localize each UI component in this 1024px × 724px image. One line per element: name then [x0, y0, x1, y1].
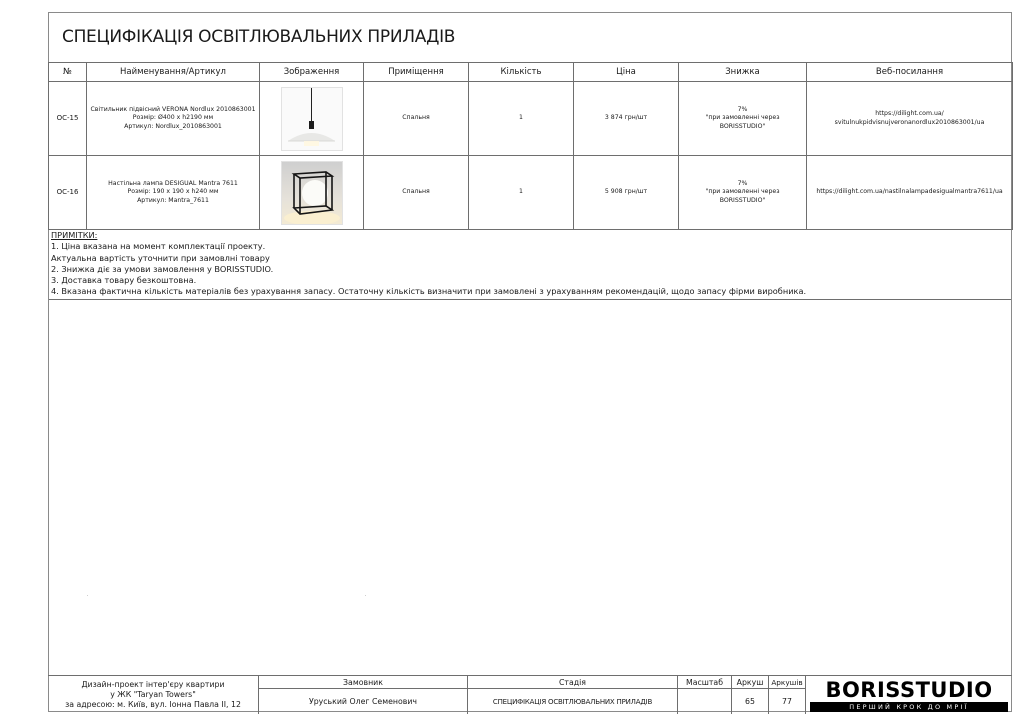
note-line: Актуальна вартість уточнити при замовлні товару	[51, 252, 270, 263]
row-link[interactable]	[807, 156, 1013, 230]
col-header-num: №	[49, 63, 87, 82]
row-qty: 1	[469, 156, 574, 230]
row-link[interactable]	[807, 82, 1013, 156]
table-row	[49, 156, 1013, 230]
project-line: Дизайн-проект інтер'єру квартири	[81, 680, 225, 689]
col-header-image: Зображення	[260, 63, 364, 82]
web-link[interactable]: https://dilight.com.ua/	[875, 110, 944, 117]
sheets-label: Аркушів	[769, 676, 806, 689]
item-article: Артикул: Mantra_7611	[137, 196, 209, 204]
sheet-label: Аркуш	[732, 676, 769, 689]
discount-note: "при замовленні через	[705, 188, 780, 196]
row-room: Спальня	[364, 156, 469, 230]
item-name: Світильник підвісний VERONA Nordlux 2010863001	[90, 105, 256, 113]
studio-logo	[806, 676, 1012, 714]
row-image	[260, 82, 364, 156]
item-size: Розмір: 190 x 190 x h240 мм	[127, 188, 219, 196]
project-description	[48, 676, 259, 714]
logo-slogan: ПЕРШИЙ КРОК ДО МРІЇ	[810, 702, 1008, 712]
sheets-value: 77	[769, 689, 806, 714]
col-header-name: Найменування/Артикул	[87, 63, 260, 82]
pendant-lamp-image	[281, 87, 343, 151]
discount-percent: 7%	[737, 179, 748, 187]
discount-note: BORISSTUDIO"	[719, 122, 766, 130]
col-header-price: Ціна	[574, 63, 679, 82]
col-header-room: Приміщення	[364, 63, 469, 82]
note-line: 3. Доставка товару безкоштовна.	[51, 275, 197, 286]
notes-header: ПРИМІТКИ:	[51, 230, 98, 240]
document-sheet	[48, 12, 1012, 712]
sheet-value: 65	[732, 689, 769, 714]
note-line: 1. Ціна вказана на момент комплектації проекту.	[51, 241, 266, 252]
row-discount	[679, 156, 807, 230]
col-header-qty: Кількість	[469, 63, 574, 82]
table-header-row	[49, 63, 1013, 82]
item-size: Розмір: Ø400 x h2190 мм	[132, 114, 214, 122]
discount-note: "при замовленні через	[705, 114, 780, 122]
stage-value: СПЕЦИФІКАЦІЯ ОСВІТЛЮВАЛЬНИХ ПРИЛАДІВ	[468, 689, 678, 714]
note-line: 2. Знижка діє за умови замовлення у BORISSTUDIO.	[51, 263, 274, 274]
discount-note: BORISSTUDIO"	[719, 196, 766, 204]
row-name	[87, 82, 260, 156]
logo-brand: BORISSTUDIO	[825, 677, 993, 702]
col-header-discount: Знижка	[679, 63, 807, 82]
table-lamp-image	[281, 161, 343, 225]
stage-label: Стадія	[468, 676, 678, 689]
row-qty: 1	[469, 82, 574, 156]
row-price: 5 908 грн/шт	[574, 156, 679, 230]
customer-value: Уруський Олег Семенович	[259, 689, 468, 714]
spec-table	[48, 62, 1013, 230]
project-line: у ЖК "Taryan Towers"	[110, 690, 196, 699]
stray-mark	[87, 595, 88, 596]
project-line: за адресою: м. Київ, вул. Іонна Павла II, 12	[65, 700, 241, 709]
table-row	[49, 82, 1013, 156]
web-link[interactable]: svitulnukpidvisnujveronanordlux2010863001/ua	[834, 118, 985, 126]
row-price: 3 874 грн/шт	[574, 82, 679, 156]
row-num: ОС-16	[49, 156, 87, 230]
discount-percent: 7%	[737, 105, 748, 113]
item-article: Артикул: Nordlux_2010863001	[124, 122, 222, 130]
notes-section	[49, 228, 1011, 300]
row-room: Спальня	[364, 82, 469, 156]
web-link[interactable]: https://dilight.com.ua/nastilnalampadesigualmantra7611/ua	[816, 188, 1003, 196]
row-image	[260, 156, 364, 230]
row-num: ОС-15	[49, 82, 87, 156]
note-line: 4. Вказана фактична кількість матеріалів без урахування запасу. Остаточну кількість визначити при замовлені з урахуванням рекомендацій, щодо запасу фірми виробника.	[51, 286, 807, 297]
scale-label: Масштаб	[678, 676, 732, 689]
item-name: Настільна лампа DESIGUAL Mantra 7611	[108, 179, 238, 187]
stray-mark	[365, 595, 366, 596]
page-title: СПЕЦИФІКАЦІЯ ОСВІТЛЮВАЛЬНИХ ПРИЛАДІВ	[49, 13, 1011, 63]
row-name	[87, 156, 260, 230]
scale-value	[678, 689, 732, 714]
row-discount	[679, 82, 807, 156]
customer-label: Замовник	[259, 676, 468, 689]
title-block	[48, 675, 1012, 714]
col-header-link: Веб-посилання	[807, 63, 1013, 82]
